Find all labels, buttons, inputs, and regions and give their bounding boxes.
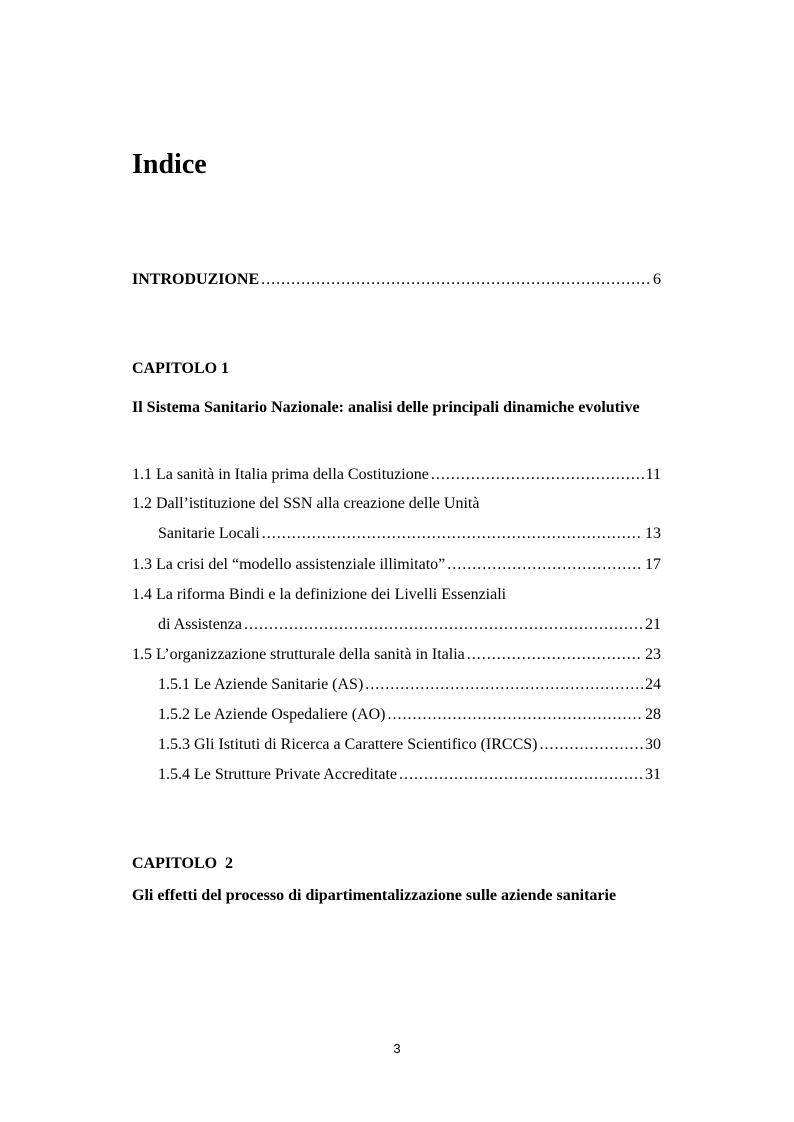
toc-entry-label: INTRODUZIONE	[132, 271, 260, 288]
toc-entry-1-5-3[interactable]	[158, 735, 661, 755]
toc-leader-dots	[365, 675, 643, 695]
toc-entry-1-5[interactable]	[132, 645, 661, 665]
toc-entry-page: 13	[645, 525, 661, 542]
toc-entry-label: 1.5.2 Le Aziende Ospedaliere (AO)	[158, 706, 386, 723]
toc-entry-1-2-line1[interactable]: 1.2 Dall’istituzione del SSN alla creazione delle Unità	[132, 495, 480, 512]
toc-entry-page: 11	[645, 466, 661, 483]
toc-entry-page: 6	[653, 271, 661, 288]
toc-leader-dots	[261, 270, 651, 290]
toc-entry-page: 28	[645, 706, 661, 723]
toc-leader-dots	[262, 524, 643, 544]
toc-entry-1-5-2[interactable]	[158, 705, 661, 725]
toc-leader-dots	[244, 615, 643, 635]
toc-entry-page: 31	[645, 766, 661, 783]
toc-entry-label: 1.3 La crisi del “modello assistenziale illimitato”	[132, 556, 446, 573]
toc-entry-1-3[interactable]	[132, 555, 661, 575]
chapter-1-title: Il Sistema Sanitario Nazionale: analisi delle principali dinamiche evolutive	[132, 399, 640, 416]
toc-entry-1-4[interactable]	[158, 615, 661, 635]
toc-entry-page: 21	[645, 616, 661, 633]
toc-entry-page: 24	[645, 676, 661, 693]
toc-entry-page: 23	[645, 646, 661, 663]
toc-entry-label: 1.5.4 Le Strutture Private Accreditate	[158, 766, 398, 783]
toc-entry-introduction[interactable]	[132, 270, 661, 290]
chapter-2-title: Gli effetti del processo di dipartimentalizzazione sulle aziende sanitarie	[132, 887, 617, 904]
toc-entry-label: 1.5.1 Le Aziende Sanitarie (AS)	[158, 676, 364, 693]
toc-entry-1-5-1[interactable]	[158, 675, 661, 695]
toc-leader-dots	[467, 645, 643, 665]
page-title: Indice	[132, 149, 207, 180]
chapter-1-heading: CAPITOLO 1	[132, 360, 230, 377]
chapter-2-heading: CAPITOLO 2	[132, 855, 234, 872]
toc-leader-dots	[387, 705, 643, 725]
toc-entry-page: 17	[645, 556, 661, 573]
toc-entry-label: 1.1 La sanità in Italia prima della Costituzione	[132, 466, 429, 483]
toc-leader-dots	[399, 765, 643, 785]
toc-entry-page: 30	[645, 736, 661, 753]
toc-entry-label: di Assistenza	[158, 616, 242, 633]
toc-entry-label: 1.5.3 Gli Istituti di Ricerca a Carattere Scientifico (IRCCS)	[158, 736, 538, 753]
toc-leader-dots	[431, 465, 644, 485]
toc-leader-dots	[539, 735, 643, 755]
toc-entry-label: Sanitarie Locali	[158, 525, 260, 542]
page-number: 3	[393, 1041, 401, 1056]
toc-entry-1-1[interactable]	[132, 465, 661, 485]
toc-entry-1-5-4[interactable]	[158, 765, 661, 785]
toc-leader-dots	[447, 555, 643, 575]
toc-entry-label: 1.5 L’organizzazione strutturale della sanità in Italia	[132, 646, 465, 663]
toc-entry-1-4-line1[interactable]: 1.4 La riforma Bindi e la definizione dei Livelli Essenziali	[132, 586, 507, 603]
toc-entry-1-2[interactable]	[158, 524, 661, 544]
